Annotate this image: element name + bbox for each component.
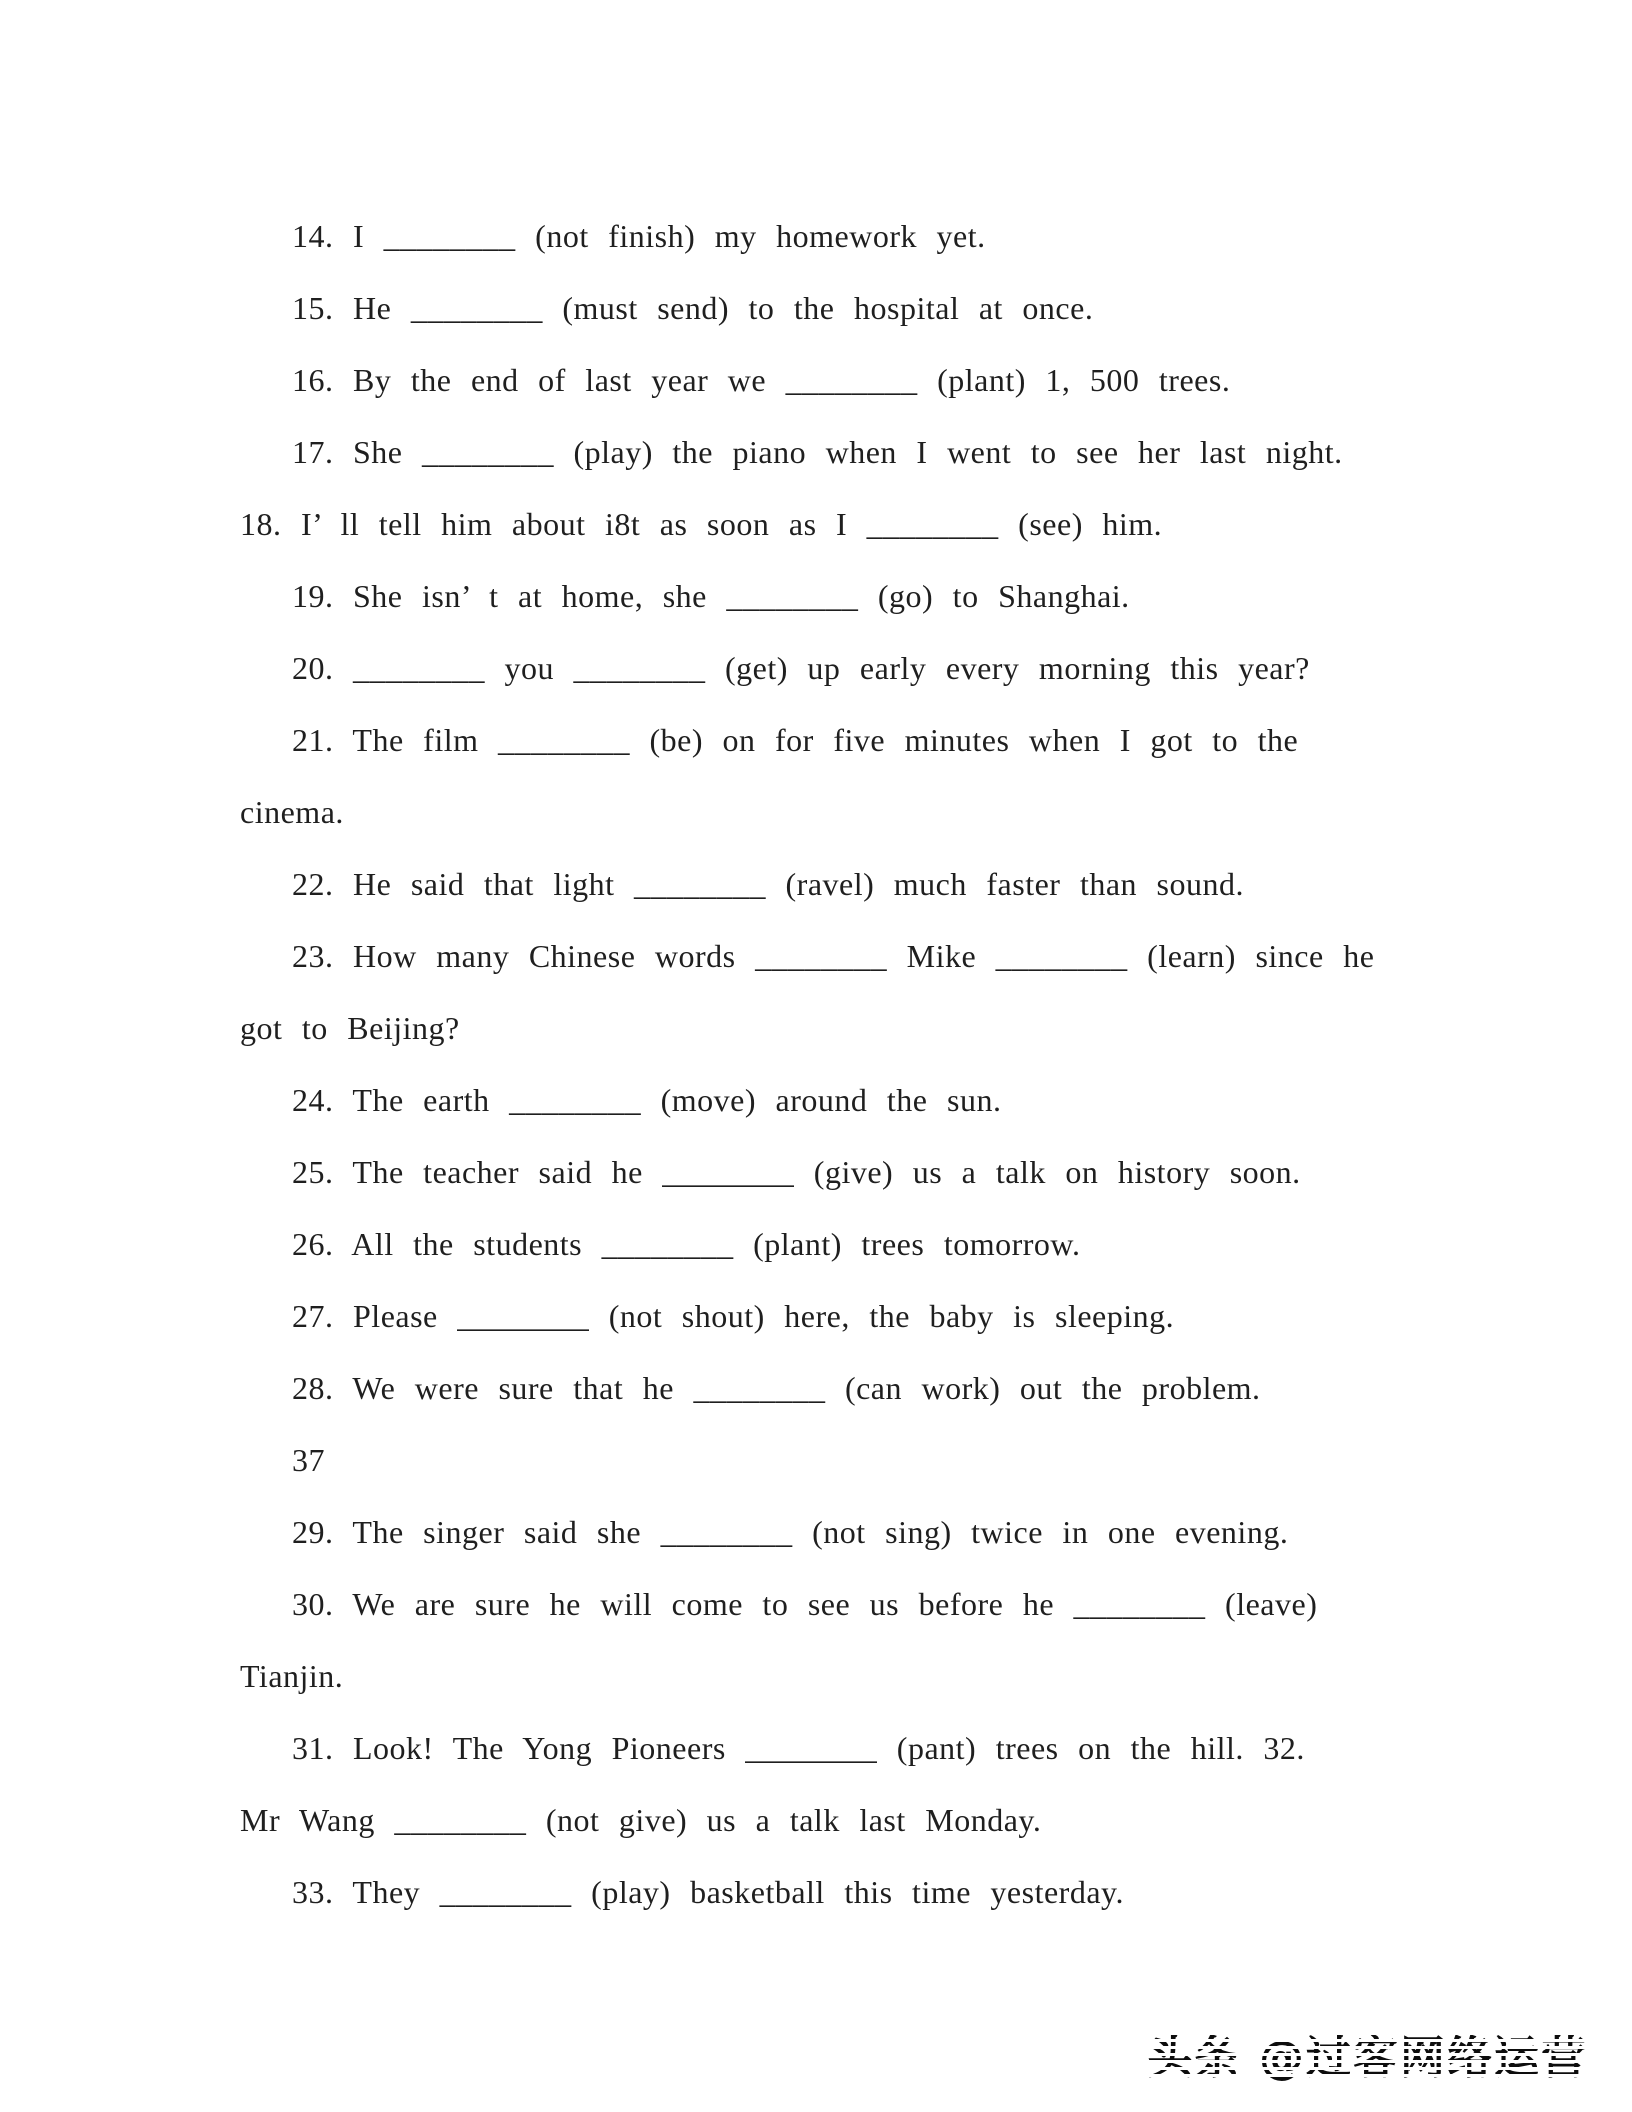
question-21-continuation: cinema. [240,794,344,830]
question-19: 19. She isn’ t at home, she ________ (go) to Shanghai. [292,578,1130,614]
question-31: 31. Look! The Yong Pioneers ________ (pant) trees on the hill. 32. [292,1730,1305,1766]
stray-page-number: 37 [292,1442,325,1478]
question-18: 18. I’ ll tell him about i8t as soon as I ________ (see) him. [240,506,1163,542]
question-30: 30. We are sure he will come to see us before he ________ (leave) [292,1586,1318,1622]
toutiao-watermark: 头条 @过客网络运营 [1147,2021,1588,2086]
question-30-continuation: Tianjin. [240,1658,344,1694]
question-23-continuation: got to Beijing? [240,1010,460,1046]
question-14: 14. I ________ (not finish) my homework yet. [292,218,986,254]
question-32-continuation: Mr Wang ________ (not give) us a talk last Monday. [240,1802,1042,1838]
question-23: 23. How many Chinese words ________ Mike ________ (learn) since he [292,938,1375,974]
question-33: 33. They ________ (play) basketball this time yesterday. [292,1874,1124,1910]
worksheet-body [240,200,1572,1928]
question-27: 27. Please ________ (not shout) here, the baby is sleeping. [292,1298,1175,1334]
question-24: 24. The earth ________ (move) around the sun. [292,1082,1002,1118]
question-29: 29. The singer said she ________ (not sing) twice in one evening. [292,1514,1289,1550]
question-21: 21. The film ________ (be) on for five minutes when I got to the [292,722,1299,758]
question-26: 26. All the students ________ (plant) trees tomorrow. [292,1226,1081,1262]
question-15: 15. He ________ (must send) to the hospital at once. [292,290,1094,326]
question-20: 20. ________ you ________ (get) up early every morning this year? [292,650,1310,686]
question-25: 25. The teacher said he ________ (give) us a talk on history soon. [292,1154,1301,1190]
question-28: 28. We were sure that he ________ (can work) out the problem. [292,1370,1261,1406]
question-16: 16. By the end of last year we ________ (plant) 1, 500 trees. [292,362,1231,398]
question-17: 17. She ________ (play) the piano when I went to see her last night. [292,434,1343,470]
question-22: 22. He said that light ________ (ravel) much faster than sound. [292,866,1244,902]
